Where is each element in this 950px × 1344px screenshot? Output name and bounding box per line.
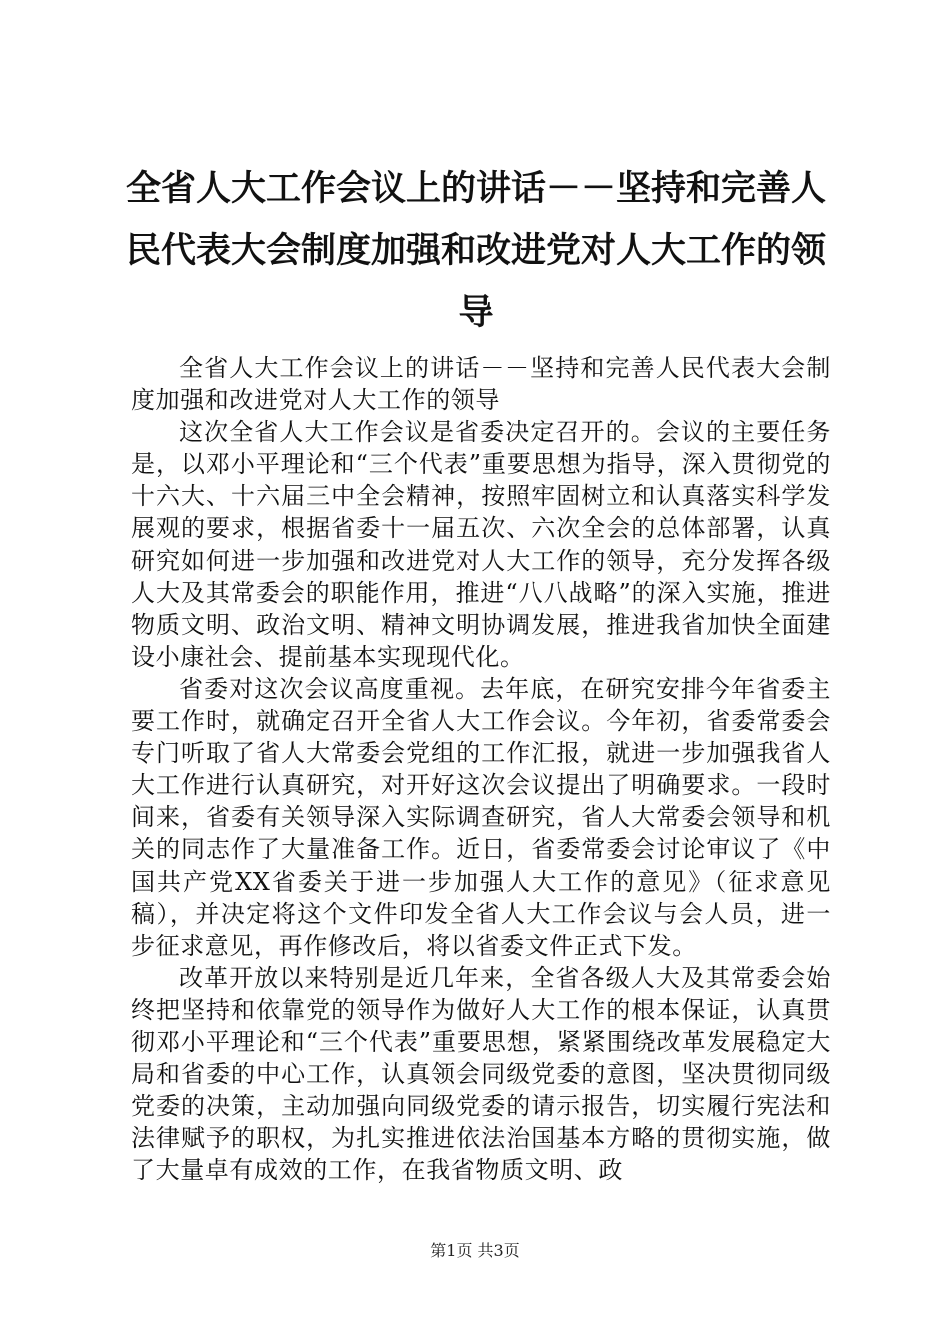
paragraph-2: 这次全省人大工作会议是省委决定召开的。会议的主要任务是，以邓小平理论和“三个代表”重要思想为指导，深入贯彻党的十六大、十六届三中全会精神，按照牢固树立和认真落实科学发展观的要求，根据省委十一届五次、六次全会的总体部署，认真研究如何进一步加强和改进党对人大工作的领导，充分发挥各级人大及其常委会的职能作用，推进“八八战略”的深入实施，推进物质文明、政治文明、精神文明协调发展，推进我省加快全面建设小康社会、提前基本实现现代化。 (131, 418, 831, 671)
page-number-footer: 第1页 共3页 (430, 1241, 520, 1260)
paragraph-3: 省委对这次会议高度重视。去年底，在研究安排今年省委主要工作时，就确定召开全省人大工作会议。今年初，省委常委会专门听取了省人大常委会党组的工作汇报，就进一步加强我省人大工作进行认真研究，对开好这次会议提出了明确要求。一段时间来，省委有关领导深入实际调查研究，省人大常委会领导和机关的同志作了大量准备工作。近日，省委常委会讨论审议了《中国共产党XX省委关于进一步加强人大工作的意见》（征求意见稿），并决定将这个文件印发全省人大工作会议与会人员，进一步征求意见，再作修改后，将以省委文件正式下发。 (131, 674, 831, 960)
document-title: 全省人大工作会议上的讲话－－坚持和完善人民代表大会制度加强和改进党对人大工作的领导 (125, 169, 826, 333)
document-body (131, 352, 831, 1186)
paragraph-1: 全省人大工作会议上的讲话－－坚持和完善人民代表大会制度加强和改进党对人大工作的领导 (131, 354, 831, 415)
paragraph-4: 改革开放以来特别是近几年来，全省各级人大及其常委会始终把坚持和依靠党的领导作为做好人大工作的根本保证，认真贯彻邓小平理论和“三个代表”重要思想，紧紧围绕改革发展稳定大局和省委的中心工作，认真领会同级党委的意图，坚决贯彻同级党委的决策，主动加强向同级党委的请示报告，切实履行宪法和法律赋予的职权，为扎实推进依法治国基本方略的贯彻实施，做了大量卓有成效的工作，在我省物质文明、政 (131, 963, 831, 1185)
